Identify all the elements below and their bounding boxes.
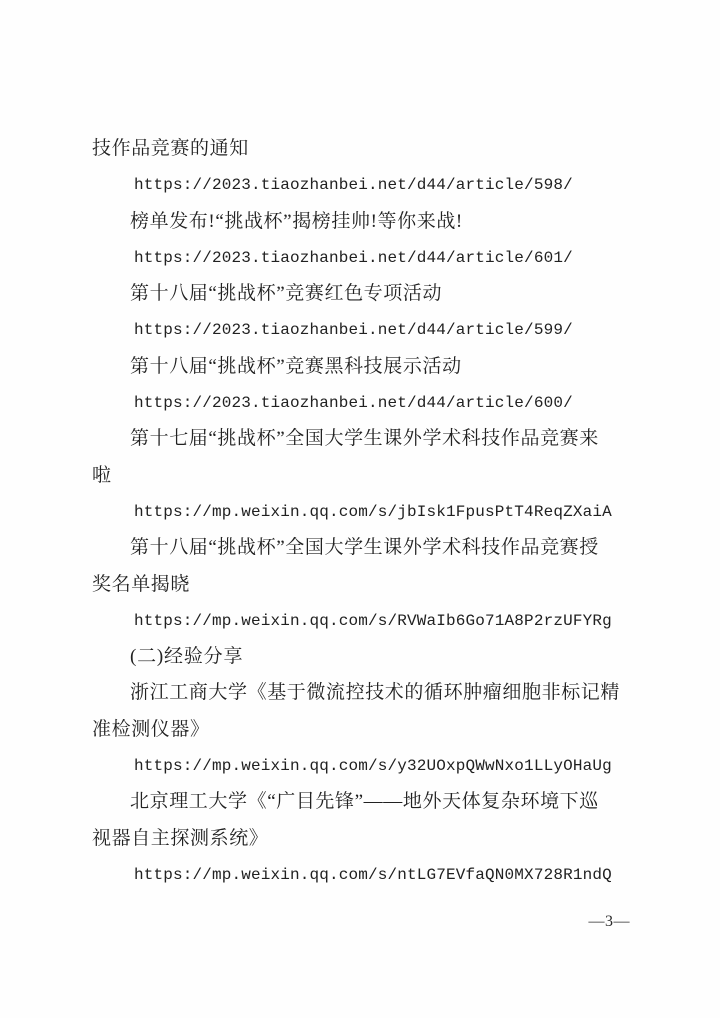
body-line: 技作品竞赛的通知 [92, 138, 249, 159]
url-line: https://2023.tiaozhanbei.net/d44/article/598/ [134, 176, 573, 195]
body-line: 第十八届“挑战杯”全国大学生课外学术科技作品竞赛授 [130, 537, 599, 559]
url-line: https://mp.weixin.qq.com/s/RVWaIb6Go71A8P2rzUFYRg [134, 611, 612, 630]
body-line: 第十八届“挑战杯”竞赛黑科技展示活动 [130, 355, 462, 377]
body-line: 啦 [92, 464, 112, 486]
body-line: 视器自主探测系统》 [92, 827, 269, 849]
url-line: https://2023.tiaozhanbei.net/d44/article/600/ [134, 394, 573, 413]
body-line: 第十八届“挑战杯”竞赛红色专项活动 [130, 283, 443, 305]
body-line: 浙江工商大学《基于微流控技术的循环肿瘤细胞非标记精 [130, 682, 621, 704]
section-heading: (二)经验分享 [130, 646, 244, 668]
url-line: https://mp.weixin.qq.com/s/jbIsk1FpusPtT4ReqZXaiA [134, 502, 612, 521]
page-number: —3— [588, 913, 630, 930]
body-line: 榜单发布!“挑战杯”揭榜挂帅!等你来战! [130, 210, 463, 232]
url-line: https://2023.tiaozhanbei.net/d44/article/599/ [134, 321, 573, 340]
url-line: https://mp.weixin.qq.com/s/ntLG7EVfaQN0MX728R1ndQ [134, 865, 612, 884]
document-body [92, 131, 632, 893]
body-line: 奖名单揭晓 [92, 573, 191, 595]
body-line: 准检测仪器》 [92, 718, 210, 740]
url-line: https://mp.weixin.qq.com/s/y32UOxpQWwNxo1LLyOHaUg [134, 757, 612, 776]
body-line: 第十七届“挑战杯”全国大学生课外学术科技作品竞赛来 [130, 428, 599, 450]
body-line: 北京理工大学《“广目先锋”——地外天体复杂环境下巡 [130, 791, 599, 813]
url-line: https://2023.tiaozhanbei.net/d44/article/601/ [134, 248, 573, 267]
